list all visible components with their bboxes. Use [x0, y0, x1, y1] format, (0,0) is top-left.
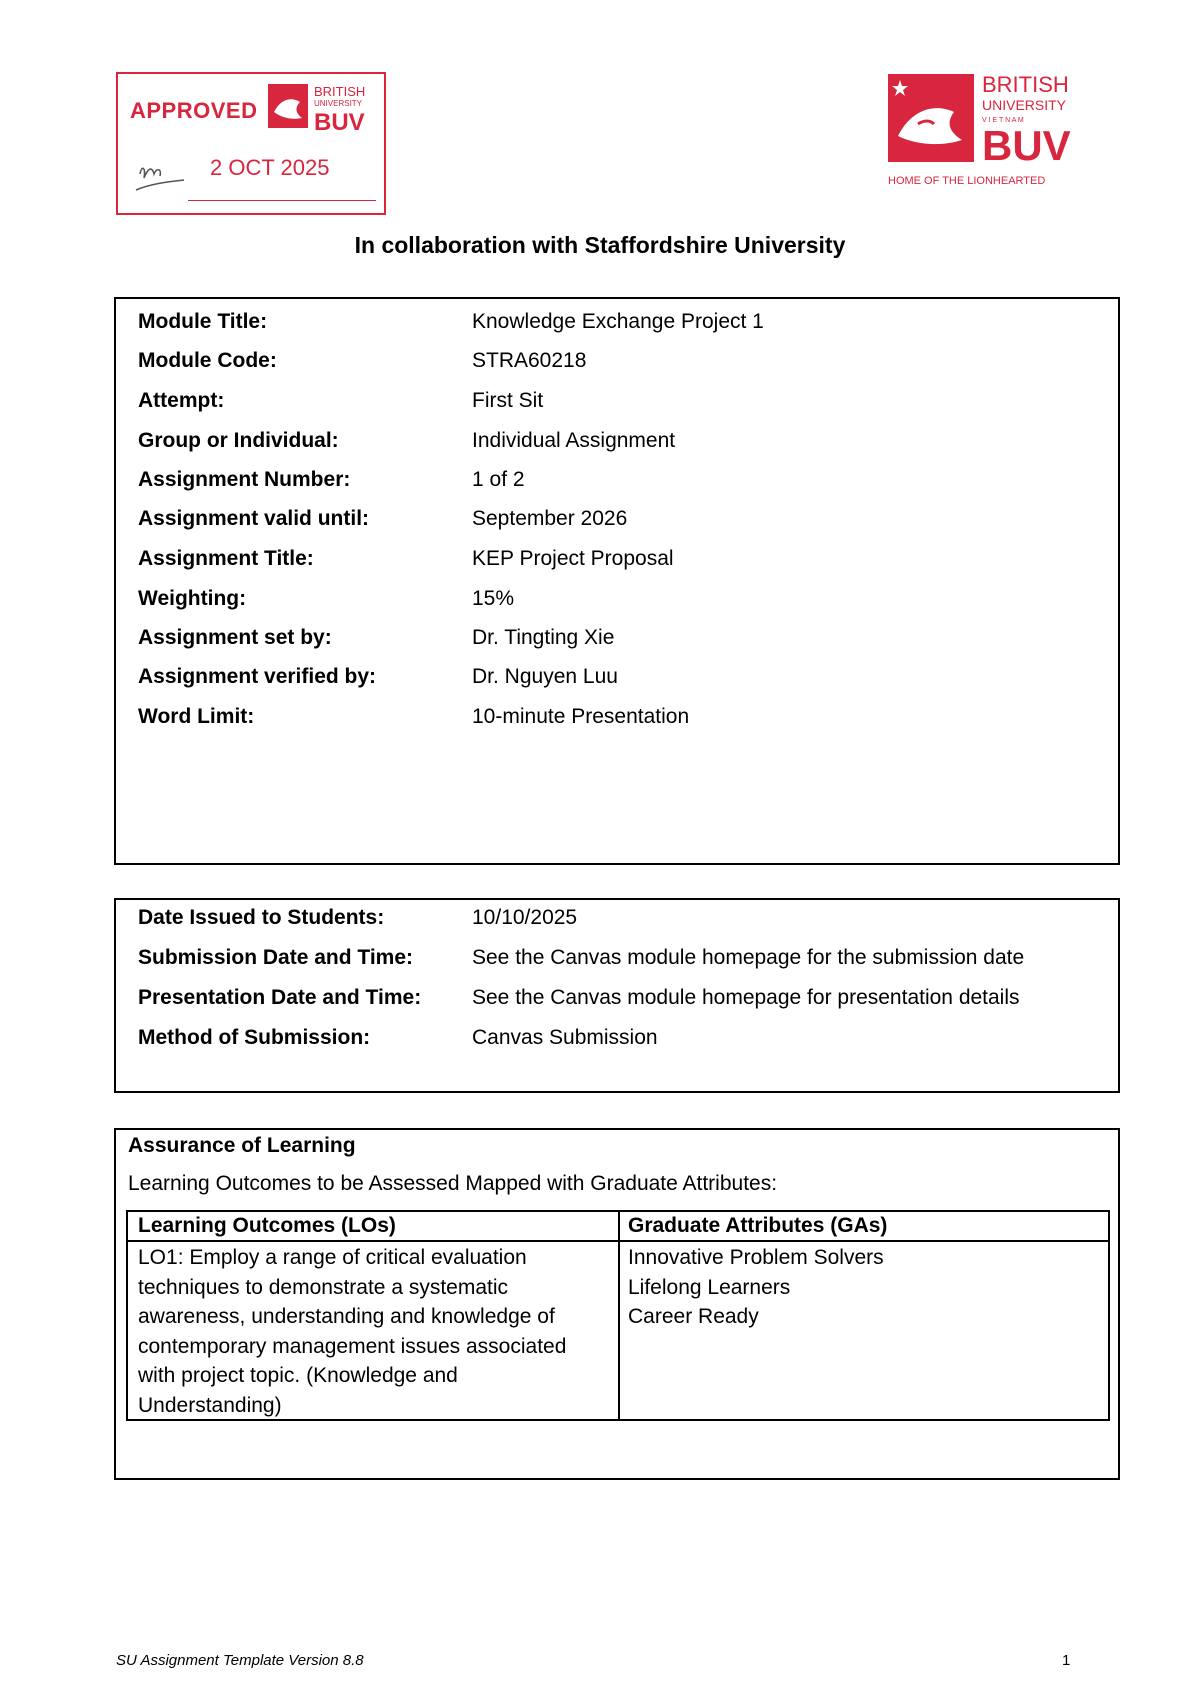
info-label: Assignment valid until:	[138, 507, 370, 530]
assurance-title: Assurance of Learning	[128, 1134, 356, 1157]
info-value: Dr. Tingting Xie	[472, 626, 615, 649]
collaboration-heading: In collaboration with Staffordshire University	[354, 232, 846, 258]
lo-line: LO1: Employ a range of critical evaluation	[138, 1246, 527, 1269]
info-row-module-code	[138, 349, 1098, 389]
ga-line: Career Ready	[628, 1305, 759, 1328]
logo-vietnam: V I E T N A M	[982, 117, 1024, 124]
date-row-issued	[138, 906, 1098, 946]
lo-line: Understanding)	[138, 1393, 282, 1417]
date-label: Presentation Date and Time:	[138, 986, 422, 1009]
learning-outcomes-table	[126, 1210, 1110, 1421]
assurance-subtitle: Learning Outcomes to be Assessed Mapped with Graduate Attributes:	[128, 1172, 778, 1195]
info-label: Attempt:	[138, 389, 225, 412]
date-value: See the Canvas module homepage for presentation details	[472, 986, 1020, 1009]
logo-university: UNIVERSITY	[982, 97, 1067, 113]
info-value: 10-minute Presentation	[472, 705, 690, 728]
stamp-date: 2 OCT 2025	[210, 155, 330, 180]
info-label: Assignment Number:	[138, 468, 351, 491]
info-value: Knowledge Exchange Project 1	[472, 310, 764, 333]
date-value: 10/10/2025	[472, 906, 578, 929]
approved-stamp	[116, 72, 386, 215]
info-label: Module Code:	[138, 349, 277, 372]
info-value: 15%	[472, 587, 515, 610]
stamp-buv-logo	[268, 82, 380, 137]
lo-line: techniques to demonstrate a systematic	[138, 1275, 509, 1299]
date-label: Submission Date and Time:	[138, 946, 413, 969]
info-label: Group or Individual:	[138, 429, 339, 452]
info-row-weighting	[138, 587, 1098, 627]
buv-logo	[888, 72, 1090, 198]
date-label: Method of Submission:	[138, 1026, 371, 1049]
stamp-logo-line1: BRITISH	[314, 84, 366, 99]
ga-line: Lifelong Learners	[628, 1275, 791, 1299]
info-value: 1 of 2	[472, 468, 525, 491]
assurance-of-learning-box	[114, 1128, 1120, 1480]
stamp-logo-line3: BUV	[314, 109, 365, 136]
date-label: Date Issued to Students:	[138, 906, 385, 929]
info-row-set-by	[138, 626, 1098, 666]
logo-british: BRITISH	[982, 72, 1069, 97]
info-value: KEP Project Proposal	[472, 547, 674, 570]
info-label: Assignment Title:	[138, 547, 314, 570]
info-value: Dr. Nguyen Luu	[472, 665, 618, 688]
info-value: Individual Assignment	[472, 429, 676, 452]
info-row-attempt	[138, 389, 1098, 429]
logo-buv: BUV	[982, 122, 1071, 169]
lo-line: contemporary management issues associated	[138, 1334, 567, 1358]
footer-page-number: 1	[1062, 1652, 1071, 1669]
lo-line: awareness, understanding and knowledge of	[138, 1305, 555, 1328]
info-row-word-limit	[138, 705, 1098, 745]
info-label: Weighting:	[138, 587, 247, 610]
module-info-box	[114, 297, 1120, 865]
stamp-divider	[188, 200, 376, 201]
ga-column-header: Graduate Attributes (GAs)	[628, 1214, 888, 1237]
signature-mark	[132, 154, 188, 198]
info-label: Assignment set by:	[138, 626, 332, 649]
date-row-presentation	[138, 986, 1098, 1026]
lo-column-header: Learning Outcomes (LOs)	[138, 1214, 396, 1237]
ga-cell	[628, 1243, 884, 1332]
lo-line: with project topic. (Knowledge and	[138, 1364, 458, 1387]
ga-line: Innovative Problem Solvers	[628, 1246, 884, 1269]
submission-dates-box	[114, 898, 1120, 1093]
info-row-valid-until	[138, 507, 1098, 547]
info-row-verified-by	[138, 665, 1098, 705]
info-row-module-title	[138, 310, 1098, 350]
info-label: Module Title:	[138, 310, 268, 333]
stamp-logo-line2: UNIVERSITY	[314, 99, 363, 108]
info-label: Word Limit:	[138, 705, 255, 728]
date-row-submission	[138, 946, 1098, 986]
info-row-group-individual	[138, 429, 1098, 469]
info-value: First Sit	[472, 389, 544, 412]
date-value: See the Canvas module homepage for the submission date	[472, 946, 1025, 969]
logo-tagline: HOME OF THE LIONHEARTED	[888, 175, 1046, 187]
date-value: Canvas Submission	[472, 1026, 658, 1049]
stamp-approved-text: APPROVED	[130, 98, 258, 123]
date-row-method	[138, 1026, 1098, 1066]
info-value: September 2026	[472, 507, 628, 530]
info-value: STRA60218	[472, 349, 587, 372]
column-divider	[618, 1212, 620, 1419]
footer-template-version: SU Assignment Template Version 8.8	[116, 1652, 364, 1669]
info-label: Assignment verified by:	[138, 665, 377, 688]
lo-cell	[138, 1243, 566, 1420]
info-row-assignment-title	[138, 547, 1098, 587]
info-row-assignment-number	[138, 468, 1098, 508]
